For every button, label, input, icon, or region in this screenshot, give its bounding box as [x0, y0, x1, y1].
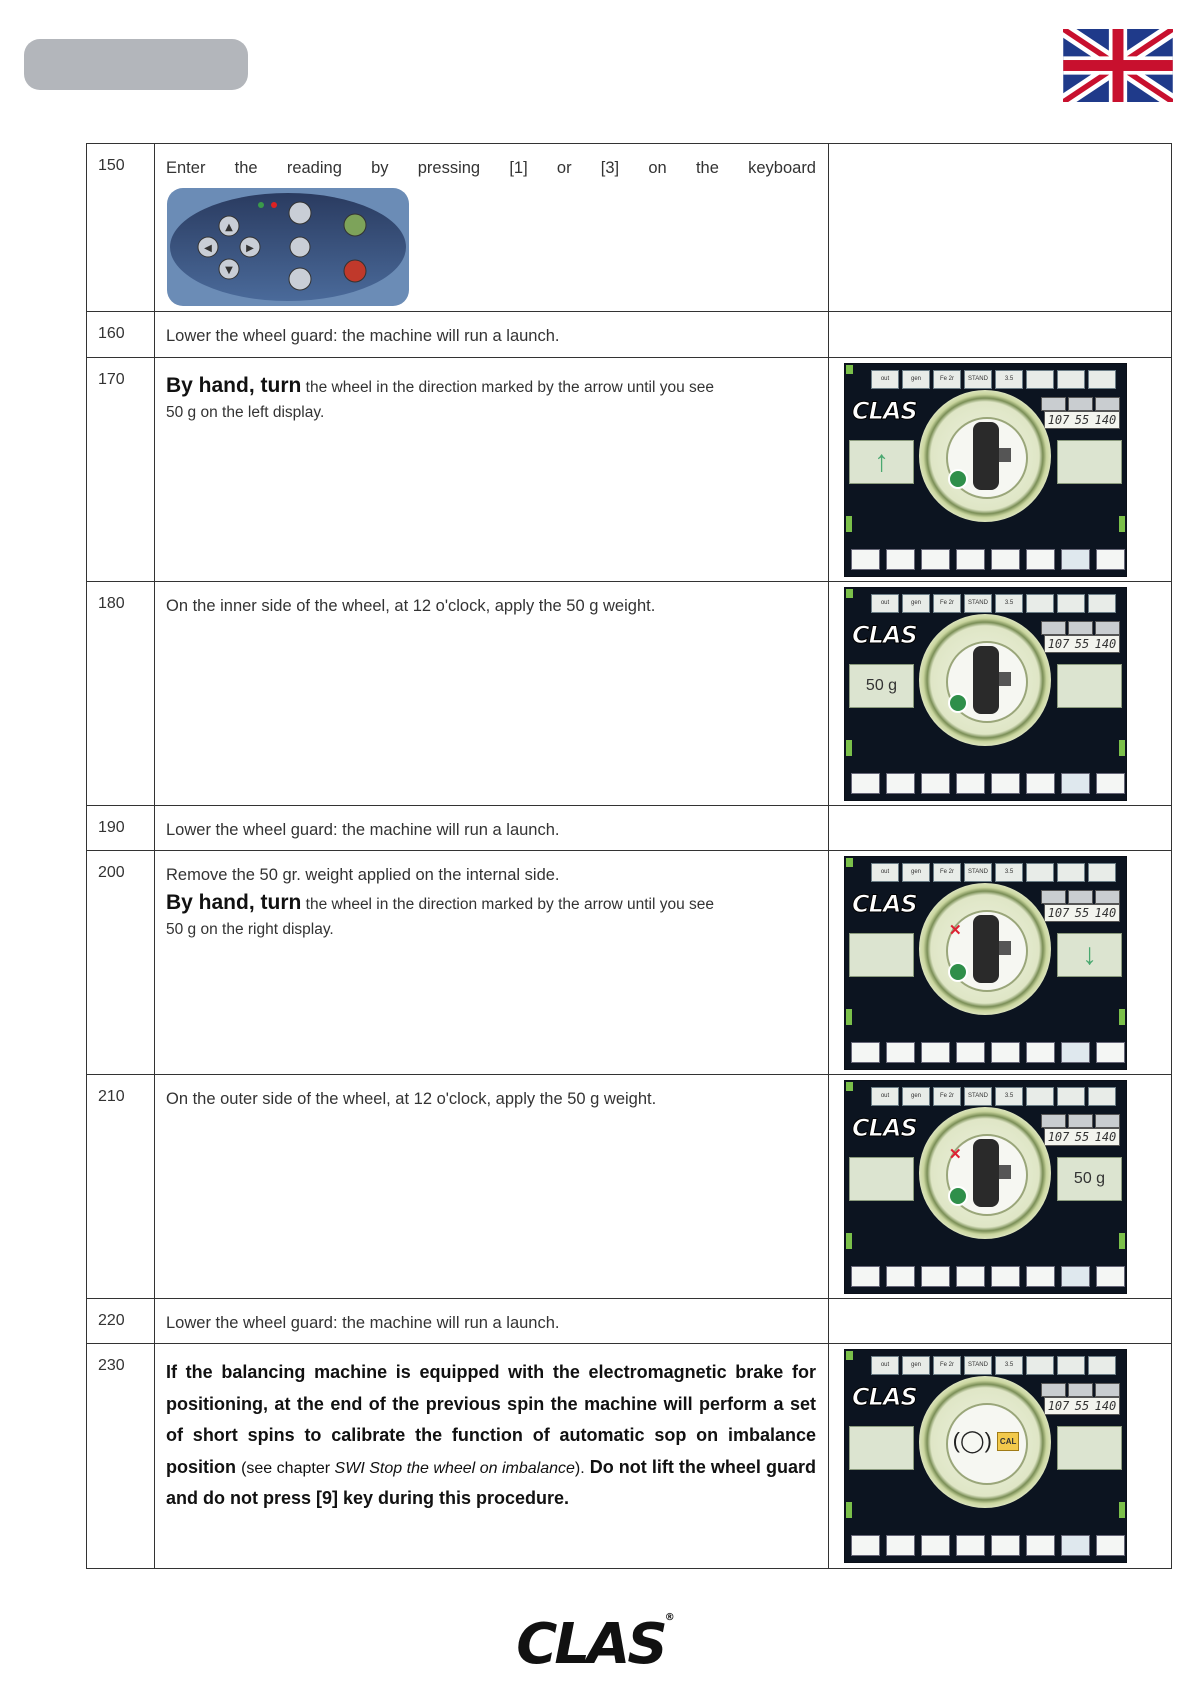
procedure-table [86, 143, 1172, 1569]
step-text: Lower the wheel guard: the machine will run a launch. [155, 1299, 829, 1344]
svg-text:▲: ▲ [225, 221, 233, 233]
left-display [849, 440, 914, 484]
step-row-180 [87, 582, 1172, 806]
step-row-170: 170 By hand, turn the wheel in the direction marked by the arrow until you see 50 g on the left display. out gen Fe 2r STAND 3.5 CLAS 107 55 140 ↑ [87, 358, 1172, 582]
arrow-down-icon: ↓ [1082, 938, 1097, 971]
machine-screen: out gen Fe 2r STAND 3.5 CLAS 107 55 140 (◯) CAL [844, 1349, 1127, 1563]
cross-icon: ✕ [949, 922, 962, 939]
header-bar [24, 39, 248, 90]
left-display: 50 g [849, 664, 914, 708]
step-row-220 [87, 1299, 1172, 1344]
step-text: Lower the wheel guard: the machine will run a launch. [155, 312, 829, 358]
arrow-up-icon: ↑ [874, 445, 889, 478]
step-number: 190 [87, 806, 155, 851]
machine-screen: out gen Fe 2r STAND 3.5 CLAS 107 55 140 50 g [844, 587, 1127, 801]
step-number: 200 [87, 851, 155, 1075]
svg-text:▼: ▼ [225, 264, 233, 276]
uk-flag-icon [1063, 29, 1173, 102]
machine-screen: out gen Fe 2r STAND 3.5 CLAS 107 55 140 ↑ [844, 363, 1127, 577]
right-display [1057, 933, 1122, 977]
step-row-160 [87, 312, 1172, 358]
svg-text:◀: ◀ [204, 242, 212, 254]
step-lead: By hand, turn [166, 374, 302, 397]
step-number: 170 [87, 358, 155, 582]
step-text: Enter the reading by pressing [1] or [3] on the keyboard [166, 159, 816, 177]
machine-screen: out gen Fe 2r STAND 3.5 CLAS 107 55 140 ✕ ↓ [844, 856, 1127, 1070]
step-row-200: 200 Remove the 50 gr. weight applied on the internal side. By hand, turn the wheel in the direction marked by the arrow until you see 50 g on the right display. out gen Fe 2r STAND 3.5 CLAS 107 55 140 ✕ ↓ [87, 851, 1172, 1075]
footer-logo: CLAS® [516, 1612, 675, 1677]
step-number: 210 [87, 1075, 155, 1299]
step-text: Lower the wheel guard: the machine will run a launch. [155, 806, 829, 851]
step-text: On the inner side of the wheel, at 12 o'clock, apply the 50 g weight. [155, 582, 829, 806]
screen-logo: CLAS [852, 397, 917, 425]
step-text: If the balancing machine is equipped with the electromagnetic brake for positioning, at the end of the previous spin the machine will perform a set of short spins to calibrate the function of automatic sop on imbalance position (see chapter SWI Stop the wheel on imbalance). Do not lift the wheel guard and do not press [9] key during this procedure. [166, 1362, 816, 1508]
step-row-210 [87, 1075, 1172, 1299]
right-display [1057, 440, 1122, 484]
machine-screen: out gen Fe 2r STAND 3.5 CLAS 107 55 140 ✕ 50 g [844, 1080, 1127, 1294]
svg-text:▶: ▶ [246, 242, 254, 254]
right-display: 50 g [1057, 1157, 1122, 1201]
keypad-image [166, 187, 410, 307]
dimension-readout: 107 55 140 [1044, 411, 1120, 429]
step-number: 220 [87, 1299, 155, 1344]
step-text: Remove the 50 gr. weight applied on the internal side. [166, 866, 560, 884]
step-row-190 [87, 806, 1172, 851]
position-indicator-icon [948, 469, 968, 489]
step-number: 230 [87, 1344, 155, 1569]
calibration-icon: (◯) CAL [953, 1426, 1019, 1456]
car-icon [1061, 549, 1090, 570]
step-number: 160 [87, 312, 155, 358]
step-row-150 [87, 144, 1172, 312]
step-number: 180 [87, 582, 155, 806]
step-row-230 [87, 1344, 1172, 1569]
step-number: 150 [87, 144, 155, 312]
step-text: On the outer side of the wheel, at 12 o'clock, apply the 50 g weight. [155, 1075, 829, 1299]
